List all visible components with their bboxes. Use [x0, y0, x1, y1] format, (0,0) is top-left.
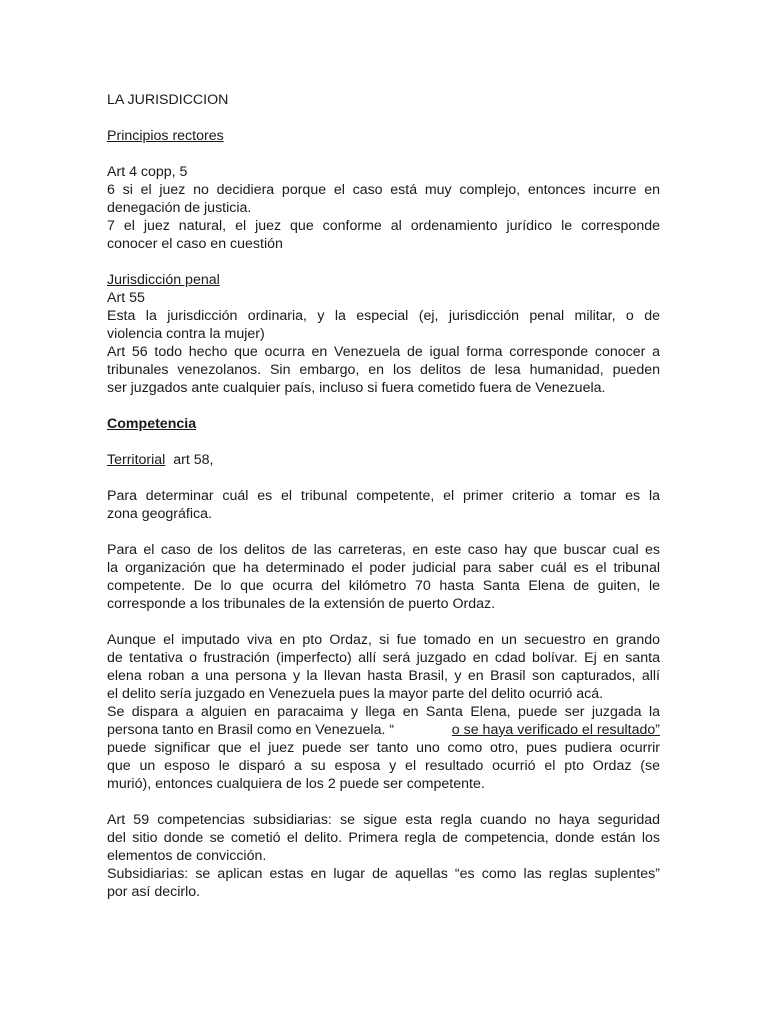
text-line: corresponde a los tribunales de la extensión de puerto Ordaz. — [107, 596, 496, 612]
text-line: de tentativa o frustración (imperfecto) allí será juzgado en cdad bolívar. Ej en santa — [107, 650, 660, 666]
text-line: murió), entonces cualquiera de los 2 puede ser competente. — [107, 776, 485, 792]
text-line: conocer el caso en cuestión — [107, 236, 283, 252]
text-line: Art 59 competencias subsidiarias: se sigue esta regla cuando no haya seguridad — [107, 812, 660, 828]
text-line: violencia contra la mujer) — [107, 326, 265, 342]
text-line: Art 55 — [107, 290, 145, 306]
text-line: Se dispara a alguien en paracaima y llega en Santa Elena, puede ser juzgada la — [107, 704, 660, 720]
text-line: el delito sería juzgado en Venezuela pues la mayor parte del delito ocurrió acá. — [107, 686, 604, 702]
text-line: zona geográfica. — [107, 506, 212, 522]
text-line: denegación de justicia. — [107, 200, 252, 216]
text-line: competente. De lo que ocurra del kilómetro 70 hasta Santa Elena de guiten, le — [107, 578, 660, 594]
text-line: 7 el juez natural, el juez que conforme al ordenamiento jurídico le corresponde — [107, 218, 660, 234]
quote-line-prefix: persona tanto en Brasil como en Venezuela. “ — [107, 722, 395, 738]
section-heading-jurisdiccion-penal: Jurisdicción penal — [107, 272, 220, 288]
text-line: elena roban a una persona y la llevan hasta Brasil, y en Brasil son capturados, allí — [107, 668, 660, 684]
territorial-label: Territorial — [107, 452, 166, 468]
document-page — [107, 91, 660, 901]
text-line: Para determinar cuál es el tribunal competente, el primer criterio a tomar es la — [107, 488, 660, 504]
quote-line — [107, 721, 660, 739]
document-title: LA JURISDICCION — [107, 92, 229, 108]
section-heading-principios: Principios rectores — [107, 128, 224, 144]
text-line: 6 si el juez no decidiera porque el caso está muy complejo, entonces incurre en — [107, 182, 660, 198]
text-line: Esta la jurisdicción ordinaria, y la especial (ej, jurisdicción penal militar, o de — [107, 308, 660, 324]
section-heading-competencia: Competencia — [107, 416, 197, 432]
text-line: tribunales venezolanos. Sin embargo, en los delitos de lesa humanidad, pueden — [107, 362, 660, 378]
text-line: Art 4 copp, 5 — [107, 164, 188, 180]
text-line: elementos de convicción. — [107, 848, 267, 864]
text-line: Para el caso de los delitos de las carreteras, en este caso hay que buscar cual es — [107, 542, 660, 558]
territorial-line — [107, 451, 660, 469]
quoted-phrase: o se haya verificado el resultado” — [451, 722, 660, 738]
text-line: Art 56 todo hecho que ocurra en Venezuela de igual forma corresponde conocer a — [107, 344, 660, 360]
text-line: por así decirlo. — [107, 884, 201, 900]
text-line: que un esposo le disparó a su esposa y el resultado ocurrió el pto Ordaz (se — [107, 758, 660, 774]
text-line: Aunque el imputado viva en pto Ordaz, si fue tomado en un secuestro en grando — [107, 632, 660, 648]
text-line: del sitio donde se cometió el delito. Primera regla de competencia, donde están los — [107, 830, 660, 846]
text-line: la organización que ha determinado el poder judicial para saber cuál es el tribunal — [107, 560, 660, 576]
text-line: puede significar que el juez puede ser tanto uno como otro, pues pudiera ocurrir — [107, 740, 660, 756]
territorial-article: art 58, — [165, 452, 214, 468]
text-line: Subsidiarias: se aplican estas en lugar de aquellas “es como las reglas suplentes” — [107, 866, 660, 882]
text-line: ser juzgados ante cualquier país, incluso si fuera cometido fuera de Venezuela. — [107, 380, 606, 396]
